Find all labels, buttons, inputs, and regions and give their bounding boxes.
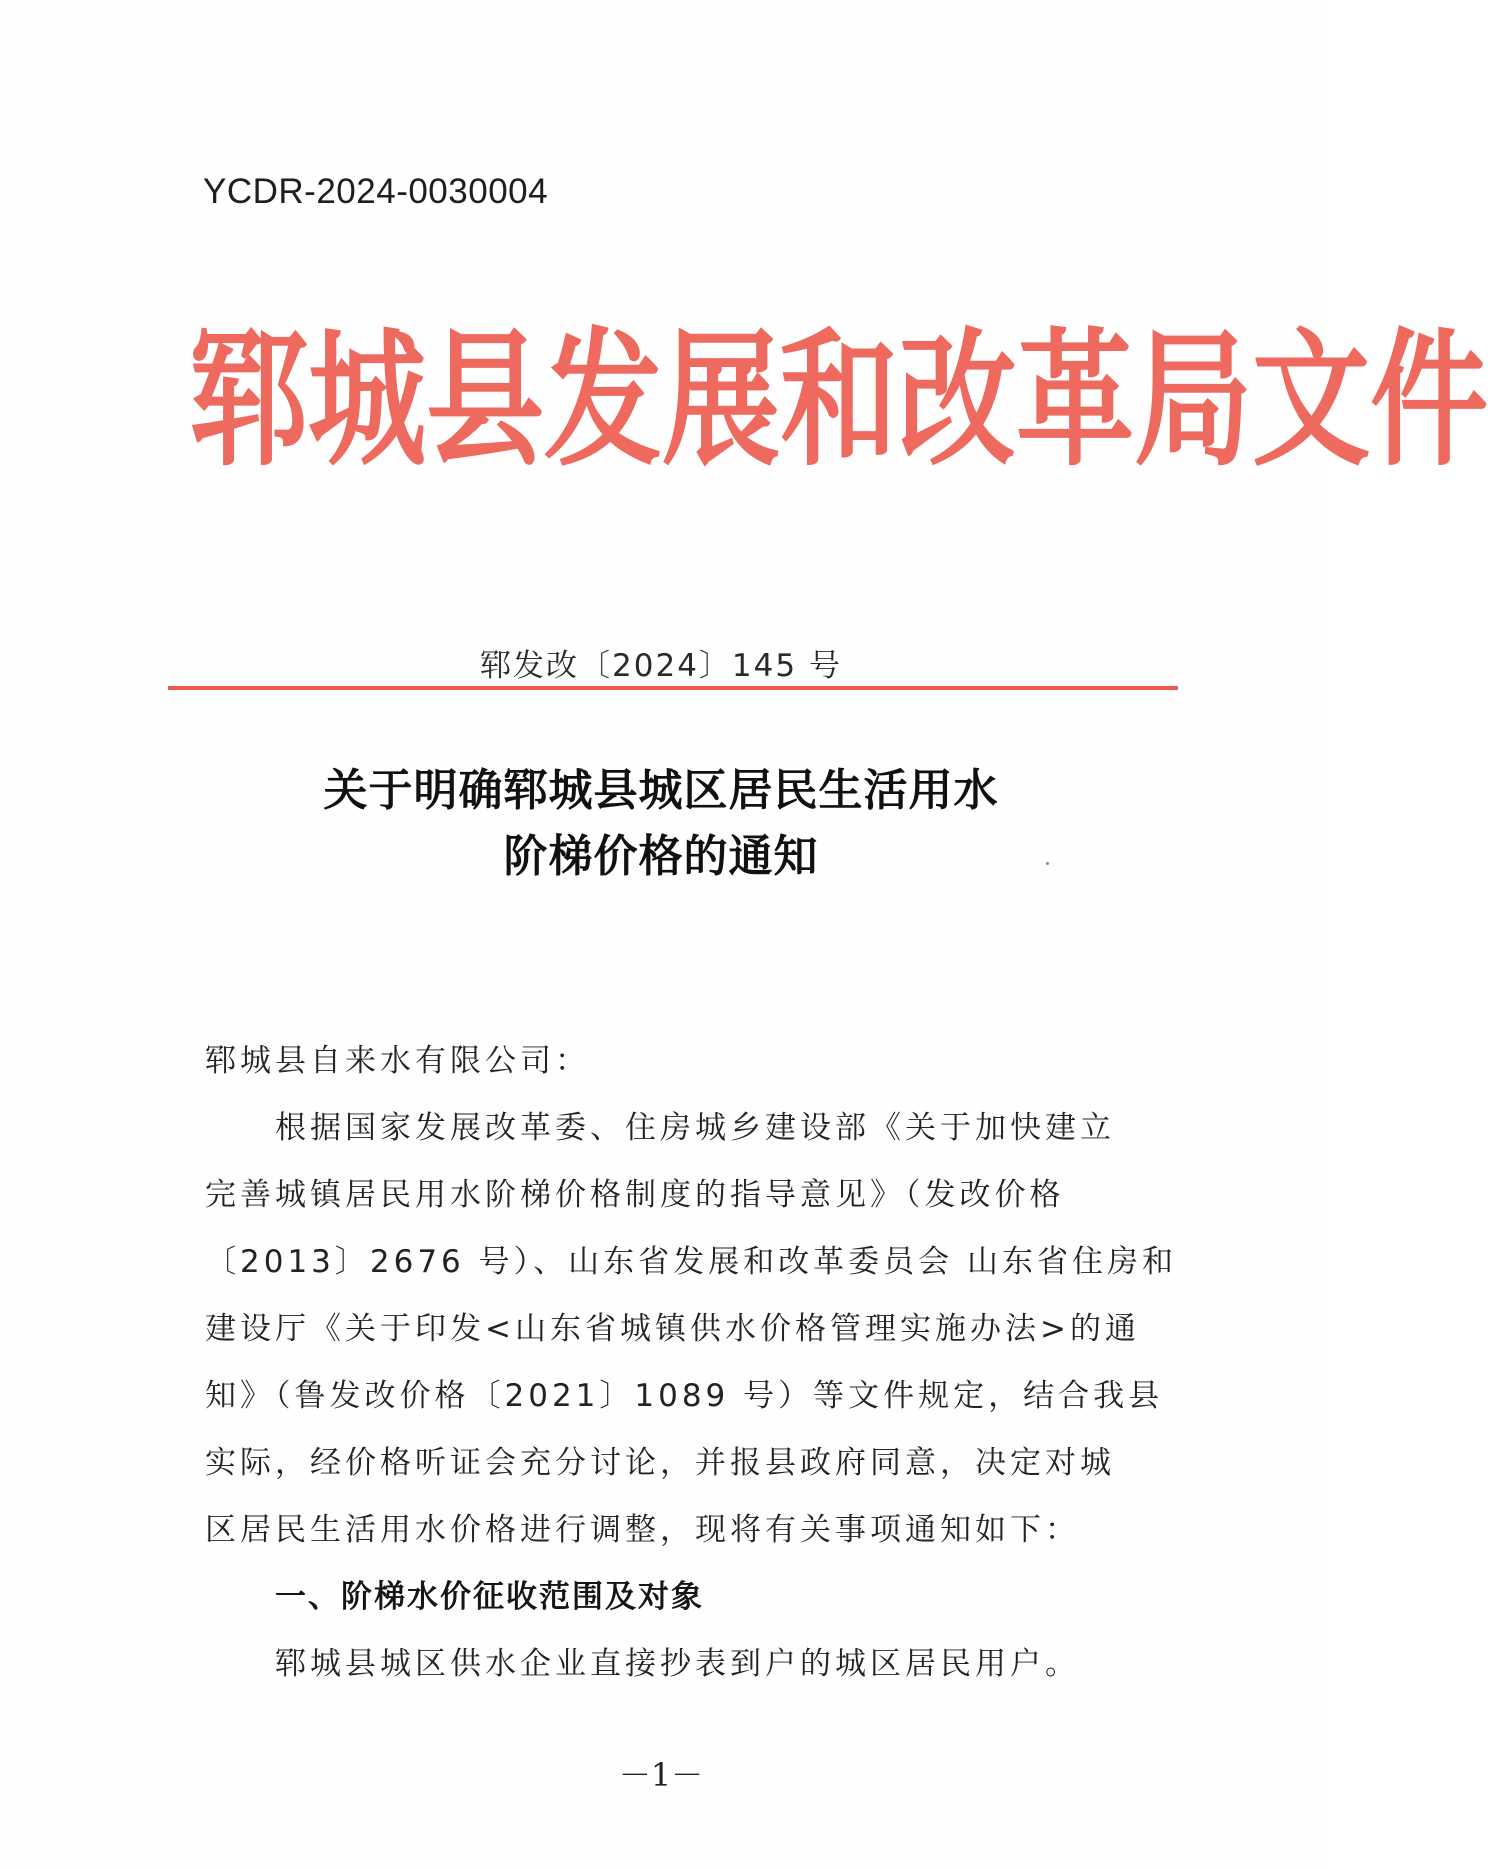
masthead-char: 城	[308, 313, 427, 487]
title-line-1: 关于明确郓城县城区居民生活用水	[323, 765, 999, 816]
document-number: 郓发改〔2024〕145 号	[480, 648, 842, 684]
paragraph-line: 建设厅《关于印发<山东省城镇供水价格管理实施办法>的通	[205, 1311, 1140, 1347]
paragraph-line: 知》（鲁发改价格〔2021〕1089 号）等文件规定，结合我县	[205, 1378, 1164, 1414]
masthead-char: 发	[544, 313, 663, 487]
addressee: 郓城县自来水有限公司：	[205, 1043, 590, 1079]
masthead-char: 局	[1134, 313, 1253, 487]
scan-speck	[1046, 862, 1049, 865]
masthead-char: 展	[662, 313, 781, 487]
masthead-char: 郓	[190, 313, 309, 487]
red-separator-line	[168, 686, 1178, 690]
paragraph-line: 实际，经价格听证会充分讨论，并报县政府同意，决定对城	[205, 1445, 1115, 1481]
title-line-2: 阶梯价格的通知	[503, 831, 819, 882]
paragraph-line: 区居民生活用水价格进行调整，现将有关事项通知如下：	[205, 1512, 1080, 1548]
masthead-char: 革	[1016, 313, 1135, 487]
document-body	[205, 1028, 1177, 1698]
section-text: 郓城县城区供水企业直接抄表到户的城区居民用户。	[275, 1646, 1080, 1682]
red-masthead	[190, 313, 1488, 487]
paragraph-line: 完善城镇居民用水阶梯价格制度的指导意见》（发改价格	[205, 1177, 1065, 1213]
paragraph-line: 〔2013〕2676 号）、山东省发展和改革委员会 山东省住房和	[205, 1244, 1177, 1280]
section-heading: 一、阶梯水价征收范围及对象	[275, 1579, 704, 1615]
masthead-char: 县	[426, 313, 545, 487]
masthead-char: 和	[780, 313, 899, 487]
document-code: YCDR-2024-0030004	[203, 172, 549, 211]
masthead-char: 改	[898, 313, 1017, 487]
document-title	[0, 758, 1322, 890]
paragraph-line: 根据国家发展改革委、住房城乡建设部《关于加快建立	[275, 1110, 1115, 1146]
page-number: －1－	[618, 1756, 704, 1794]
masthead-char: 件	[1370, 313, 1488, 487]
masthead-char: 文	[1252, 313, 1371, 487]
